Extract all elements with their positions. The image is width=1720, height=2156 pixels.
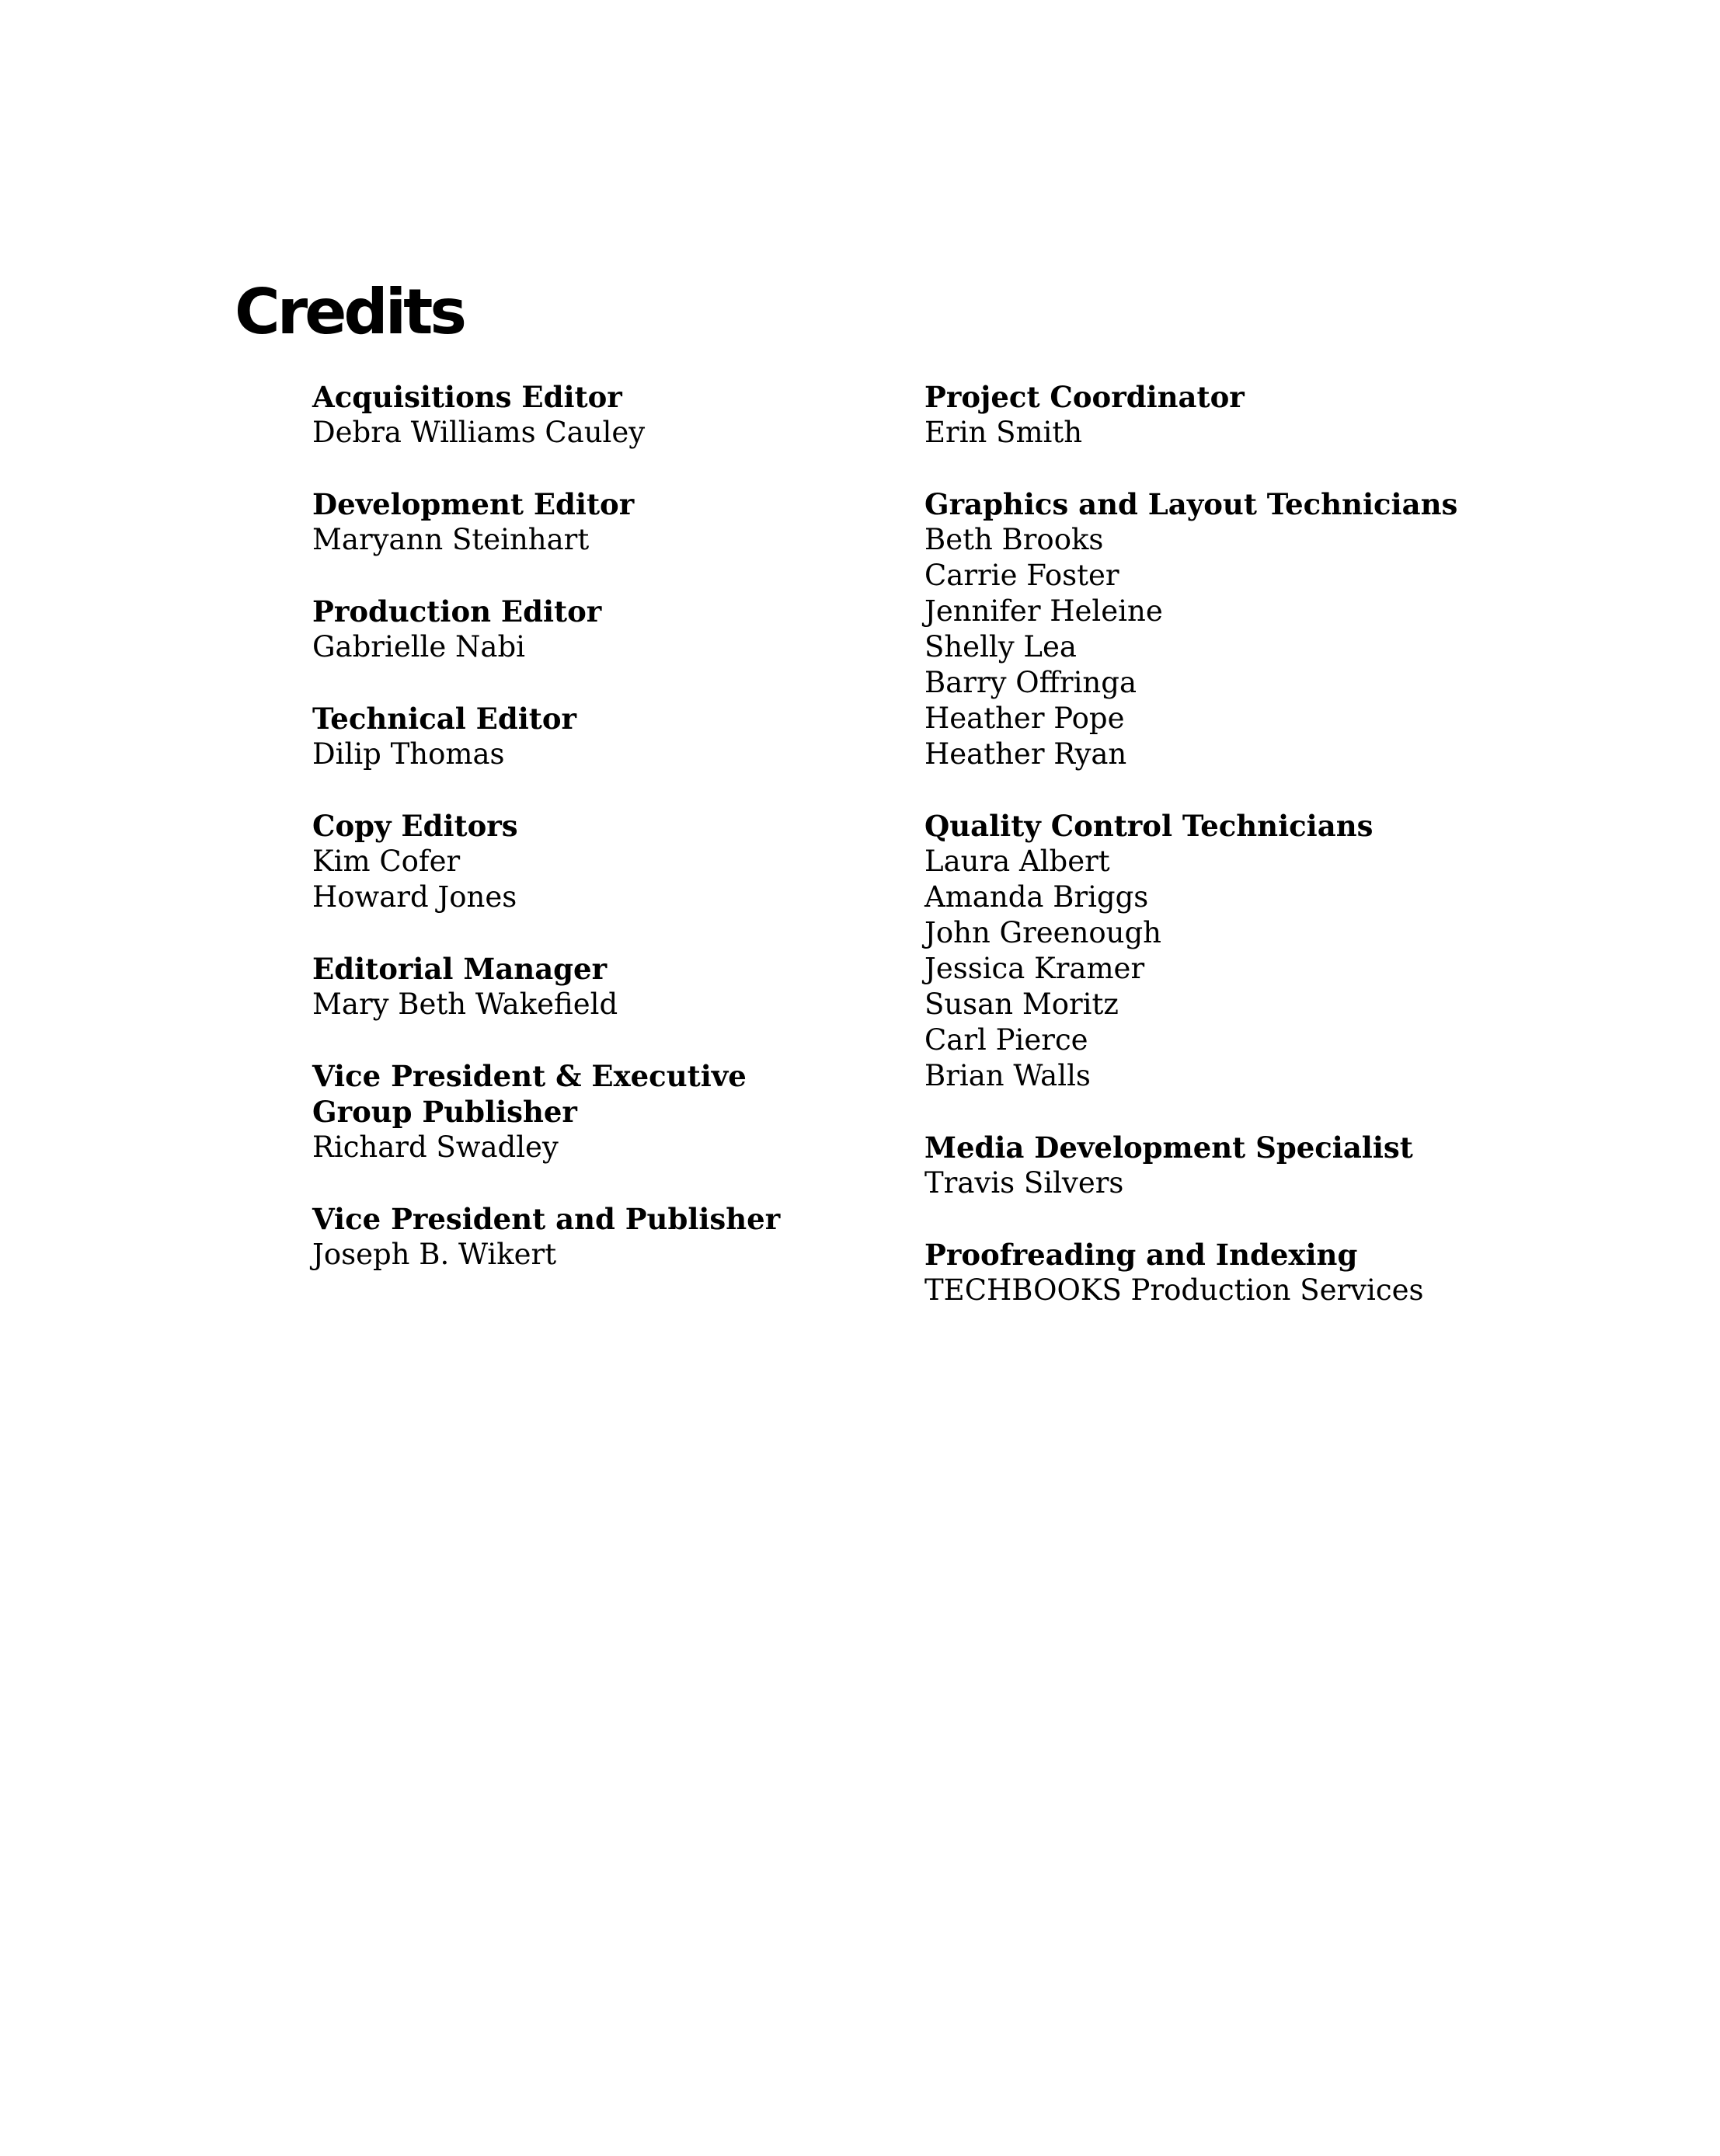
credit-name: Mary Beth Wakefield xyxy=(312,987,618,1021)
credit-role: Acquisitions Editor xyxy=(312,380,622,414)
credit-name: Jessica Kramer xyxy=(924,952,1145,985)
credit-name: Laura Albert xyxy=(924,845,1110,878)
credit-name: Erin Smith xyxy=(924,416,1083,449)
credit-group xyxy=(312,379,903,451)
credit-role: Development Editor xyxy=(312,487,635,521)
credit-role: Project Coordinator xyxy=(924,380,1245,414)
credit-role: Vice President & Executive Group Publisher xyxy=(312,1059,747,1129)
credit-names xyxy=(312,1237,903,1273)
credit-group xyxy=(312,1201,903,1273)
credit-group xyxy=(312,808,903,915)
credit-name: Joseph B. Wikert xyxy=(312,1238,557,1271)
credit-name: Debra Williams Cauley xyxy=(312,416,646,449)
credit-names xyxy=(924,844,1670,1094)
credit-name: Jennifer Heleine xyxy=(924,594,1163,628)
credit-names xyxy=(312,522,903,558)
credit-name: Heather Pope xyxy=(924,702,1125,735)
credit-names xyxy=(312,415,903,451)
credit-name: Brian Walls xyxy=(924,1059,1091,1092)
credit-name: Gabrielle Nabi xyxy=(312,630,525,664)
credit-group xyxy=(924,1237,1670,1308)
credit-names xyxy=(924,415,1670,451)
credit-role: Vice President and Publisher xyxy=(312,1202,781,1236)
credit-names xyxy=(312,987,903,1022)
credit-group xyxy=(312,951,903,1022)
page-title: Credits xyxy=(235,276,464,348)
credit-role: Technical Editor xyxy=(312,702,577,736)
credit-names xyxy=(924,1273,1670,1308)
credit-name: Kim Cofer xyxy=(312,845,461,878)
credit-role: Editorial Manager xyxy=(312,952,608,986)
credit-group xyxy=(312,701,903,772)
credit-name: Richard Swadley xyxy=(312,1130,559,1164)
credit-name: Barry Offringa xyxy=(924,666,1137,699)
credit-name: Maryann Steinhart xyxy=(312,523,590,556)
credit-name: TECHBOOKS Production Services xyxy=(924,1273,1424,1307)
credits-column-right xyxy=(924,379,1670,1344)
credit-role: Media Development Specialist xyxy=(924,1130,1413,1165)
credit-name: Susan Moritz xyxy=(924,987,1119,1021)
credits-column-left xyxy=(312,379,903,1308)
credit-names xyxy=(924,1165,1670,1201)
credit-role: Copy Editors xyxy=(312,809,518,843)
credit-role: Production Editor xyxy=(312,594,602,629)
credit-name: John Greenough xyxy=(924,916,1162,949)
credit-name: Carl Pierce xyxy=(924,1023,1088,1057)
credit-group xyxy=(924,1130,1670,1201)
credit-group xyxy=(924,808,1670,1094)
credit-name: Shelly Lea xyxy=(924,630,1077,664)
credit-group xyxy=(312,486,903,558)
credit-names xyxy=(312,737,903,772)
credit-role: Graphics and Layout Technicians xyxy=(924,487,1458,521)
credit-names xyxy=(312,844,903,915)
credit-role: Quality Control Technicians xyxy=(924,809,1374,843)
credit-group xyxy=(312,1058,903,1165)
credit-name: Heather Ryan xyxy=(924,737,1127,771)
credit-group xyxy=(312,594,903,665)
credit-group xyxy=(924,486,1670,772)
credit-name: Dilip Thomas xyxy=(312,737,505,771)
credit-names xyxy=(312,629,903,665)
credit-names xyxy=(924,522,1670,772)
credit-group xyxy=(924,379,1670,451)
credit-names xyxy=(312,1130,903,1165)
credit-name: Howard Jones xyxy=(312,880,517,914)
credit-role: Proofreading and Indexing xyxy=(924,1238,1358,1272)
credit-name: Travis Silvers xyxy=(924,1166,1124,1200)
credit-name: Beth Brooks xyxy=(924,523,1104,556)
credit-name: Amanda Briggs xyxy=(924,880,1149,914)
credit-name: Carrie Foster xyxy=(924,559,1119,592)
